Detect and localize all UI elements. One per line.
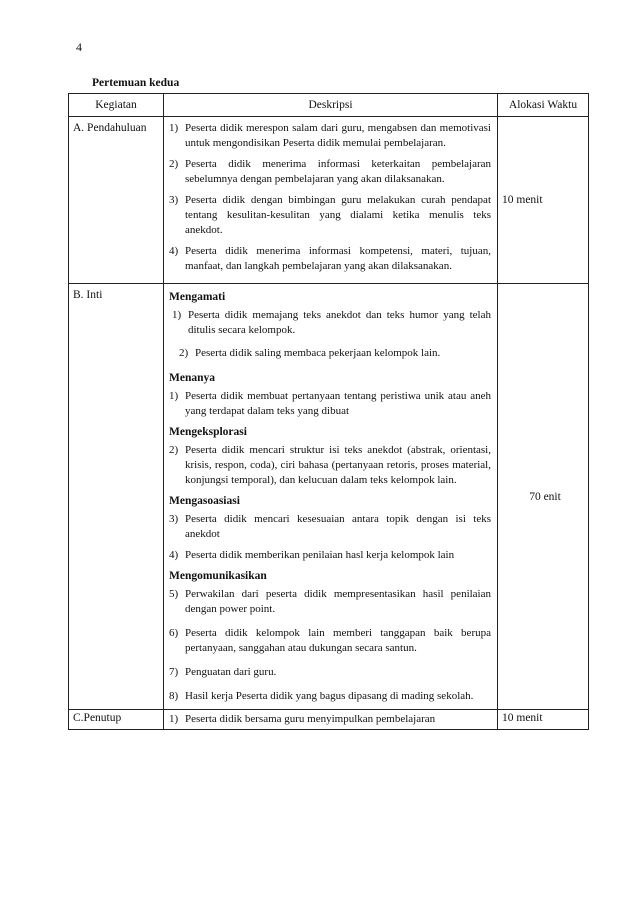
- kegiatan-cell: A. Pendahuluan: [69, 117, 164, 284]
- kegiatan-cell: C.Penutup: [69, 710, 164, 730]
- table-row: [69, 710, 589, 730]
- list-item: 2) Peserta didik saling membaca pekerjaan kelompok lain.: [179, 347, 441, 359]
- section-title: Pertemuan kedua: [92, 77, 180, 89]
- list-item: 1) Peserta didik bersama guru menyimpulkan pembelajaran: [169, 713, 436, 725]
- header-kegiatan: Kegiatan: [69, 94, 164, 117]
- list-item: 5) Perwakilan dari peserta didik mempresentasikan hasil penilaian dengan power point.: [169, 588, 491, 615]
- time-allocation-cell: 10 menit: [498, 710, 589, 730]
- page-number: 4: [76, 40, 82, 54]
- table-header-row: [69, 94, 589, 117]
- table-row: [69, 117, 589, 284]
- table-row: [69, 284, 589, 710]
- lesson-plan-table: [68, 93, 589, 730]
- description-cell: [164, 117, 498, 284]
- list-item: 3) Peserta didik mencari kesesuaian antara topik dengan isi teks anekdot: [169, 513, 491, 540]
- list-item: 6) Peserta didik kelompok lain memberi tanggapan baik berupa pertanyaan, sanggahan atau dukungan secara santun.: [169, 627, 491, 654]
- subheading-menanya: Menanya: [169, 372, 215, 384]
- subheading-mengamati: Mengamati: [169, 291, 226, 303]
- list-item: 4) Peserta didik menerima informasi kompetensi, materi, tujuan, manfaat, dan langkah pembelajaran yang akan dilaksanakan.: [169, 245, 491, 272]
- subheading-mengasoasiasi: Mengasoasiasi: [169, 495, 240, 507]
- list-item: 4) Peserta didik memberikan penilaian hasl kerja kelompok lain: [169, 549, 455, 561]
- list-item: 2) Peserta didik mencari struktur isi teks anekdot (abstrak, orientasi, krisis, respon, coda), ciri bahasa (pertanyaan retoris, proses material, konjungsi temporal), dan kelucuan dalam teks kelompok lain.: [169, 444, 491, 486]
- subheading-mengomunikasikan: Mengomunikasikan: [169, 570, 267, 582]
- list-item: 7) Penguatan dari guru.: [169, 666, 277, 678]
- time-allocation-cell: 70 enit: [498, 284, 589, 710]
- list-item: 1) Peserta didik memajang teks anekdot dan teks humor yang telah ditulis secara kelompok.: [172, 309, 491, 336]
- list-item: 8) Hasil kerja Peserta didik yang bagus dipasang di mading sekolah.: [169, 690, 474, 702]
- description-cell: [164, 284, 498, 710]
- time-allocation-cell: 10 menit: [498, 117, 589, 284]
- list-item: 3) Peserta didik dengan bimbingan guru melakukan curah pendapat tentang kesulitan-kesulitan yang dialami ketika menulis teks anekdot.: [169, 194, 491, 236]
- subheading-mengeksplorasi: Mengeksplorasi: [169, 426, 247, 438]
- list-item: 1) Peserta didik membuat pertanyaan tentang peristiwa unik atau aneh yang terdapat dalam teks yang dibuat: [169, 390, 491, 417]
- list-item: 2) Peserta didik menerima informasi keterkaitan pembelajaran sebelumnya dengan pembelajaran yang akan dilaksanakan.: [169, 158, 491, 185]
- description-cell: [164, 710, 498, 730]
- header-deskripsi: Deskripsi: [164, 94, 498, 117]
- header-alokasi-waktu: Alokasi Waktu: [498, 94, 589, 117]
- list-item: 1) Peserta didik merespon salam dari guru, mengabsen dan memotivasi untuk mengondisikan Peserta didik memulai pembelajaran.: [169, 122, 491, 149]
- kegiatan-cell: B. Inti: [69, 284, 164, 710]
